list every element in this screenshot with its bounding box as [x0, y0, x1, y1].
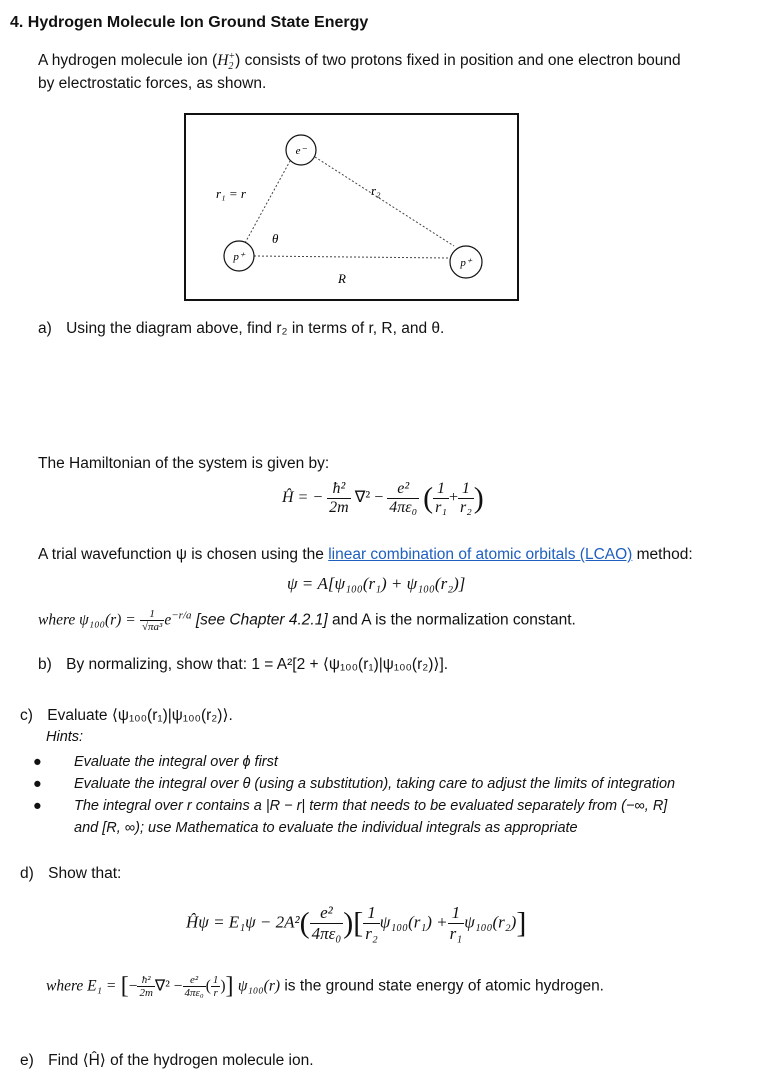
hamiltonian-lhs: Ĥ = −	[282, 489, 324, 507]
part-e-label: e)	[20, 1052, 34, 1069]
trial-text-a: A trial wavefunction ψ is chosen using the	[38, 546, 329, 563]
minus-sign: −	[128, 977, 138, 995]
molecule-diagram	[184, 113, 520, 302]
hints-list	[30, 751, 760, 839]
part-b-text: By normalizing, show that: 1 = A²[2 + ⟨ψ₁₀₀(r₁)|ψ₁₀₀(r₂)⟩].	[66, 656, 449, 673]
nabla-term-d: ∇² −	[154, 977, 183, 995]
part-d-text: Show that:	[48, 865, 122, 882]
where-lead: where ψ₁₀₀(r) =	[38, 611, 136, 629]
trial-text-b: method:	[632, 546, 693, 563]
eq-lhs: Ĥψ = E₁ψ − 2A²	[186, 912, 300, 932]
part-a-label: a)	[38, 320, 52, 337]
nabla-term: ∇² −	[354, 489, 384, 507]
r2-label: r₂	[371, 183, 381, 198]
part-e-text: Find ⟨Ĥ⟩ of the hydrogen molecule ion.	[48, 1052, 314, 1069]
exp-power: −r/a	[171, 609, 192, 622]
frac-1-sqrt: $\frac{1}{\text{√πa³}}$	[141, 608, 163, 633]
where-psi100	[38, 608, 576, 633]
chapter-ref: [see Chapter 4.2.1]	[195, 611, 328, 629]
intro-line-1	[38, 51, 681, 72]
trial-equation: ψ = A[ψ₁₀₀(r₁) + ψ₁₀₀(r₂)]	[287, 574, 466, 593]
part-a	[38, 320, 444, 338]
frac-hbar2-2m-d: $\frac{\text{ħ²}}{2m}$	[139, 974, 153, 999]
hamiltonian-equation: Ĥ = − $\frac{\text{ħ²}}{2m}$ ∇² − $\frac{\text{e²}}{\text{4πε₀}}$ ( $\frac{1}{\text{r₁}}$ + $\frac{1}{\text{r₂}}$ )	[282, 480, 484, 516]
part-c-label: c)	[20, 707, 33, 724]
hints-label: Hints:	[46, 729, 84, 745]
intro-text-b: ) consists of two protons fixed in position and one electron bound	[235, 52, 681, 70]
section-title: 4. Hydrogen Molecule Ion Ground State Energy	[10, 14, 369, 31]
frac-hbar2-2m: $\frac{\text{ħ²}}{2m}$	[329, 480, 349, 516]
hint-item: ● Evaluate the integral over ϕ first	[33, 754, 278, 770]
where-e1-tail: is the ground state energy of atomic hydrogen.	[284, 977, 604, 995]
hamiltonian-intro: The Hamiltonian of the system is given by:	[38, 455, 330, 472]
intro-text-a: A hydrogen molecule ion (	[38, 52, 218, 70]
R-label: R	[338, 271, 346, 286]
psi-r1-term: ψ₁₀₀(r₁) +	[379, 912, 448, 932]
intro-line-2: by electrostatic forces, as shown.	[38, 75, 267, 92]
psi-tail: ψ₁₀₀(r)	[237, 977, 281, 995]
where-e1-lead: where E₁ =	[46, 977, 117, 995]
part-d	[20, 865, 121, 883]
frac-1-r2: $\frac{1}{\text{r₂}}$	[459, 480, 472, 516]
lcao-link[interactable]: linear combination of atomic orbitals (LCAO)	[328, 546, 633, 563]
part-d-label: d)	[20, 865, 34, 882]
part-b	[38, 655, 448, 674]
proton-right-label: p⁺	[460, 257, 472, 269]
frac-1-r: $\frac{1}{r}$	[212, 974, 219, 999]
proton-left-label: p⁺	[233, 251, 245, 263]
r1-label: r₁ = r	[216, 186, 246, 201]
part-c-text: Evaluate ⟨ψ₁₀₀(r₁)|ψ₁₀₀(r₂)⟩.	[47, 707, 233, 724]
hint-item: ● Evaluate the integral over θ (using a substitution), taking care to adjust the limits of integration	[33, 776, 676, 792]
trial-text	[38, 546, 693, 564]
frac-1-r1-d: $\frac{1}{\text{r₁}}$	[449, 903, 463, 943]
where-tail: and A is the normalization constant.	[331, 611, 576, 629]
frac-e2-4pieps: $\frac{\text{e²}}{\text{4πε₀}}$	[389, 480, 418, 516]
part-e	[20, 1051, 314, 1070]
frac-e2-4pieps-d: $\frac{\text{e²}}{\text{4πε₀}}$	[311, 903, 342, 943]
frac-1-r2-d: $\frac{1}{\text{r₂}}$	[365, 903, 378, 943]
plus-sign: +	[448, 489, 458, 507]
theta-label: θ	[272, 231, 279, 246]
frac-e2-4pieps-e1: $\frac{\text{e²}}{\text{4πε₀}}$	[184, 974, 204, 999]
electron-label: e⁻	[295, 145, 307, 157]
hint-item-continued: and [R, ∞); use Mathematica to evaluate the individual integrals as appropriate	[74, 820, 578, 836]
part-a-text: Using the diagram above, find r₂ in terms of r, R, and θ.	[66, 320, 445, 337]
part-b-label: b)	[38, 656, 52, 673]
hint-item: ● The integral over r contains a |R − r| term that needs to be evaluated separately from (−∞, R]	[33, 798, 668, 814]
frac-1-r1: $\frac{1}{\text{r₁}}$	[435, 480, 447, 516]
exp-base: e	[164, 611, 172, 629]
part-c	[20, 706, 233, 725]
part-d-equation: Ĥψ = E₁ψ − 2A²( $\frac{\text{e²}}{\text{4πε₀}}$ )[ $\frac{1}{\text{r₂}}$ ψ₁₀₀(r₁) + $\frac{1}{\text{r₁}}$ ψ₁₀₀(r₂)]	[186, 903, 527, 943]
where-e1: where E₁ = [− $\frac{\text{ħ²}}{2m}$ ∇² − $\frac{\text{e²}}{\text{4πε₀}}$ ( $\frac{1}{r}$ )] ψ₁₀₀(r) is the ground state energy of atomic hydrogen.	[46, 973, 604, 999]
ion-symbol: $H_2^+$	[217, 51, 236, 73]
psi-r2-term: ψ₁₀₀(r₂)	[464, 912, 517, 932]
